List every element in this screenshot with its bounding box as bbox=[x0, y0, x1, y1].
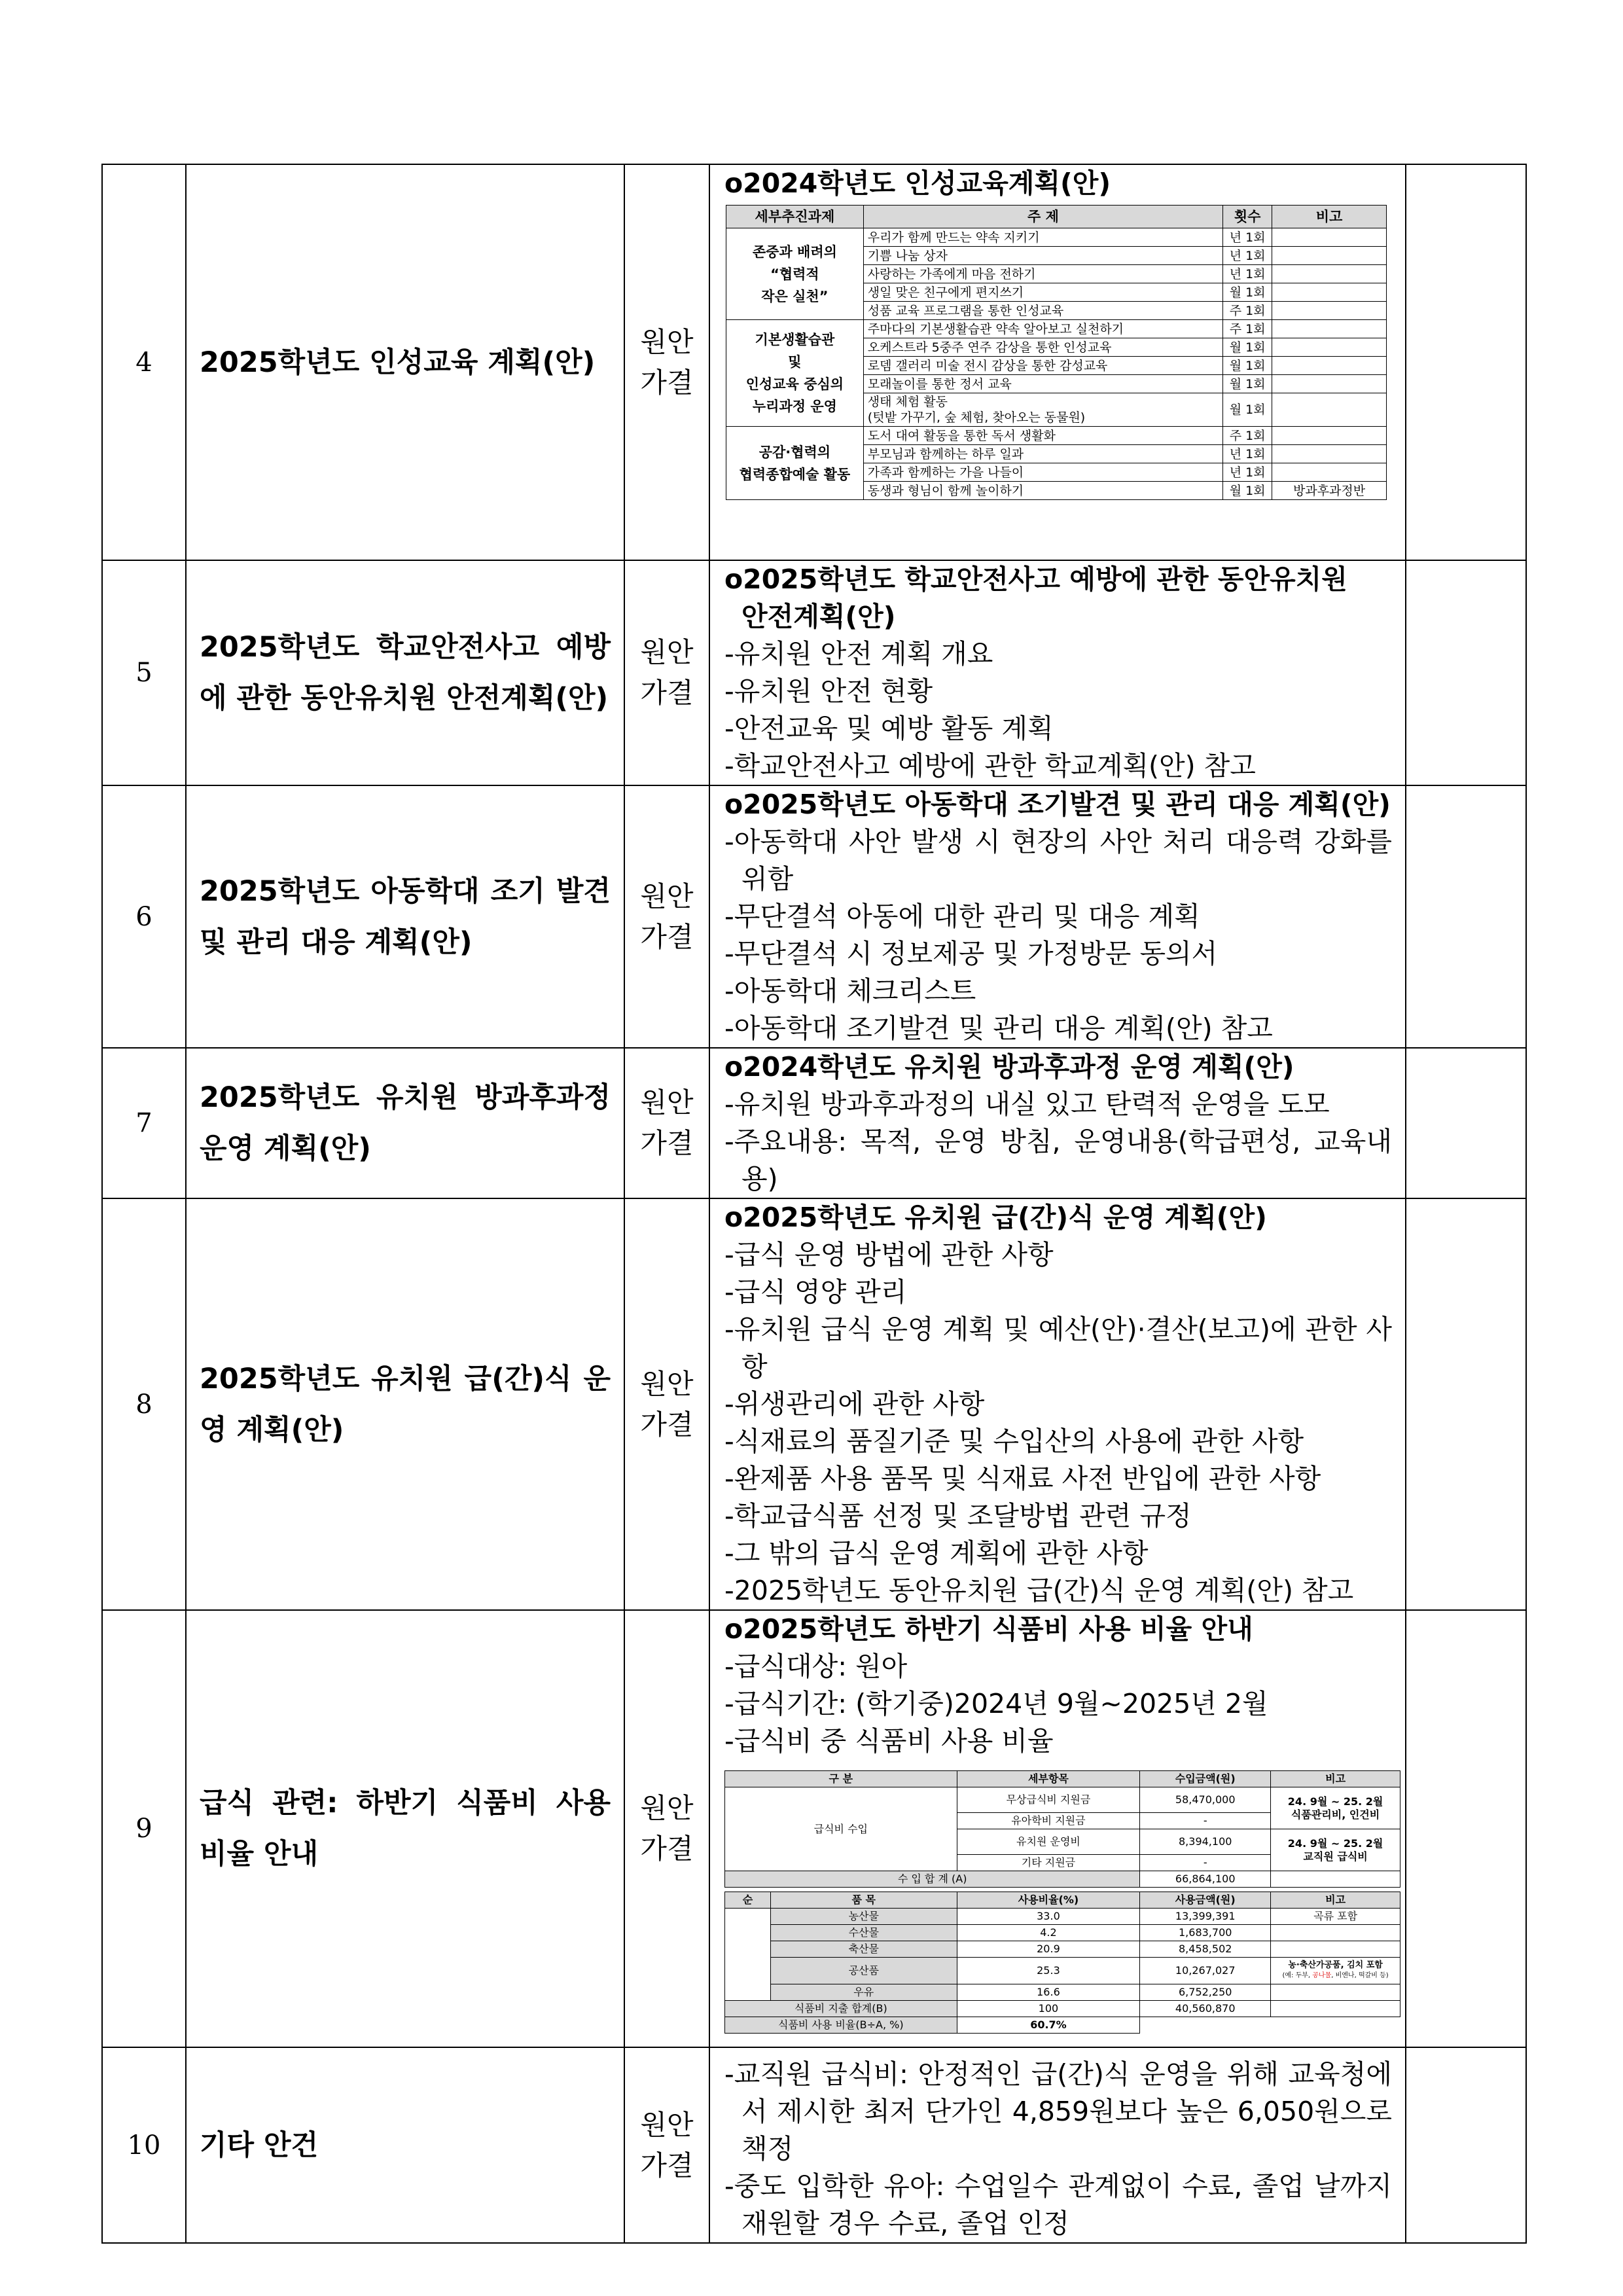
count-cell: 년 1회 bbox=[1223, 463, 1272, 482]
decision-status: 원안 가결 bbox=[624, 2047, 709, 2243]
header-cell: 비고 bbox=[1271, 1892, 1400, 1909]
agenda-title: 2025학년도 유치원 방과후과정 운영 계획(안) bbox=[186, 1048, 624, 1198]
row-number: 10 bbox=[102, 2047, 186, 2243]
agenda-title: 2025학년도 아동학대 조기 발견 및 관리 대응 계획(안) bbox=[186, 785, 624, 1048]
list-item: -유치원 급식 운영 계획 및 예산(안)·결산(보고)에 관한 사항 bbox=[724, 1314, 1392, 1382]
topic-cell: 생일 맞은 친구에게 편지쓰기 bbox=[863, 283, 1222, 302]
expense-item: 공산품 bbox=[770, 1958, 957, 1984]
list-item: -중도 입학한 유아: 수업일수 관계없이 수료, 졸업 날까지 재원할 경우 수료, 졸업 인정 bbox=[724, 2170, 1392, 2239]
list-item: -급식 운영 방법에 관한 사항 bbox=[724, 1239, 1054, 1270]
header-cell: 수입금액(원) bbox=[1140, 1771, 1271, 1787]
row-number: 6 bbox=[102, 785, 186, 1048]
agenda-title: 2025학년도 유치원 급(간)식 운영 계획(안) bbox=[186, 1198, 624, 1610]
note-cell bbox=[1272, 357, 1387, 375]
note-cell: 방과후과정반 bbox=[1272, 482, 1387, 500]
list-item: -무단결석 시 정보제공 및 가정방문 동의서 bbox=[724, 938, 1218, 969]
agenda-row-6 bbox=[102, 785, 1526, 1048]
header-cell: 세부추진과제 bbox=[726, 206, 864, 228]
decision-status: 원안 가결 bbox=[624, 1610, 709, 2047]
note-cell bbox=[1272, 265, 1387, 283]
income-amount: - bbox=[1140, 1813, 1271, 1829]
header-cell: 사용금액(원) bbox=[1140, 1892, 1271, 1909]
category-cell: 존중과 배려의 “협력적 작은 실천” bbox=[726, 228, 864, 320]
topic-cell: 성품 교육 프로그램을 통한 인성교육 bbox=[863, 302, 1222, 320]
agenda-row-4 bbox=[102, 164, 1526, 560]
expense-note bbox=[1271, 1941, 1400, 1958]
income-category: 급식비 수입 bbox=[725, 1787, 957, 1871]
content-heading-cont: 안전계획(안) bbox=[741, 601, 896, 632]
count-cell: 월 1회 bbox=[1223, 375, 1272, 393]
header-cell: 세부항목 bbox=[957, 1771, 1140, 1787]
expense-ratio: 4.2 bbox=[957, 1925, 1140, 1941]
category-cell: 공감·협력의 협력종합예술 활동 bbox=[726, 427, 864, 500]
agenda-title: 급식 관련: 하반기 식품비 사용 비율 안내 bbox=[186, 1610, 624, 2047]
category-cell: 기본생활습관 및 인성교육 중심의 누리과정 운영 bbox=[726, 320, 864, 427]
decision-status: 원안 가결 bbox=[624, 1198, 709, 1610]
empty-cell bbox=[1271, 1871, 1400, 1888]
count-cell: 년 1회 bbox=[1223, 265, 1272, 283]
expense-total-label: 식품비 지출 합계(B) bbox=[725, 2001, 957, 2017]
count-cell: 주 1회 bbox=[1223, 302, 1272, 320]
topic-cell: 기쁨 나눔 상자 bbox=[863, 247, 1222, 265]
list-item: -급식대상: 원아 bbox=[724, 1651, 908, 1682]
agenda-row-5 bbox=[102, 560, 1526, 785]
row-number: 4 bbox=[102, 164, 186, 560]
ratio-value: 60.7% bbox=[957, 2017, 1140, 2034]
decision-status: 원안 가결 bbox=[624, 785, 709, 1048]
row-number: 5 bbox=[102, 560, 186, 785]
agenda-row-8 bbox=[102, 1198, 1526, 1610]
empty-cell bbox=[1406, 1048, 1526, 1198]
agenda-row-9 bbox=[102, 1610, 1526, 2047]
decision-status: 원안 가결 bbox=[624, 560, 709, 785]
income-item: 기타 지원금 bbox=[957, 1855, 1140, 1871]
expense-amount: 1,683,700 bbox=[1140, 1925, 1271, 1941]
list-item: -위생관리에 관한 사항 bbox=[724, 1388, 985, 1420]
expense-note: 농·축산가공품, 김치 포함 (예: 두부, 공나물, 비엔나, 떡갈비 등) bbox=[1271, 1958, 1400, 1984]
count-cell: 년 1회 bbox=[1223, 247, 1272, 265]
note-cell bbox=[1272, 393, 1387, 427]
header-cell: 주 제 bbox=[863, 206, 1222, 228]
character-education-table bbox=[726, 205, 1387, 500]
agenda-title: 기타 안건 bbox=[186, 2047, 624, 2243]
note-cell bbox=[1272, 375, 1387, 393]
header-cell: 순 bbox=[725, 1892, 771, 1909]
list-item: -급식기간: (학기중)2024년 9월~2025년 2월 bbox=[724, 1688, 1268, 1719]
income-item: 유치원 운영비 bbox=[957, 1829, 1140, 1855]
expense-total-ratio: 100 bbox=[957, 2001, 1140, 2017]
empty-cell bbox=[1406, 164, 1526, 560]
expense-amount: 10,267,027 bbox=[1140, 1958, 1271, 1984]
food-cost-table bbox=[724, 1770, 1400, 2034]
expense-amount: 6,752,250 bbox=[1140, 1984, 1271, 2001]
expense-ratio: 16.6 bbox=[957, 1984, 1140, 2001]
income-note: 24. 9월 ~ 25. 2월 교직원 급식비 bbox=[1271, 1829, 1400, 1871]
empty-cell bbox=[1271, 2001, 1400, 2017]
expense-item: 수산물 bbox=[770, 1925, 957, 1941]
agenda-content bbox=[709, 785, 1406, 1048]
income-amount: - bbox=[1140, 1855, 1271, 1871]
content-heading: o2024학년도 인성교육계획(안) bbox=[724, 168, 1111, 199]
list-item: -유치원 안전 현황 bbox=[724, 675, 933, 707]
topic-cell: 도서 대여 활동을 통한 독서 생활화 bbox=[863, 427, 1222, 445]
list-item: -무단결석 아동에 대한 관리 및 대응 계획 bbox=[724, 901, 1200, 932]
expense-item: 우유 bbox=[770, 1984, 957, 2001]
count-cell: 월 1회 bbox=[1223, 357, 1272, 375]
count-cell: 년 1회 bbox=[1223, 228, 1272, 247]
agenda-table bbox=[101, 164, 1527, 2244]
header-cell: 사용비율(%) bbox=[957, 1892, 1140, 1909]
expense-total-amount: 40,560,870 bbox=[1140, 2001, 1271, 2017]
content-heading: o2025학년도 유치원 급(간)식 운영 계획(안) bbox=[724, 1202, 1267, 1233]
list-item: -아동학대 조기발견 및 관리 대응 계획(안) 참고 bbox=[724, 1013, 1273, 1044]
note-cell bbox=[1272, 283, 1387, 302]
agenda-content bbox=[709, 1610, 1406, 2047]
topic-cell: 가족과 함께하는 가을 나들이 bbox=[863, 463, 1222, 482]
topic-cell: 부모님과 함께하는 하루 일과 bbox=[863, 445, 1222, 463]
list-item: -2025학년도 동안유치원 급(간)식 운영 계획(안) 참고 bbox=[724, 1575, 1354, 1606]
income-item: 무상급식비 지원금 bbox=[957, 1787, 1140, 1813]
separator bbox=[725, 1888, 1400, 1892]
count-cell: 월 1회 bbox=[1223, 338, 1272, 357]
header-cell: 구 분 bbox=[725, 1771, 957, 1787]
list-item: -학교급식품 선정 및 조달방법 관련 규정 bbox=[724, 1500, 1192, 1532]
agenda-content bbox=[709, 1198, 1406, 1610]
income-amount: 8,394,100 bbox=[1140, 1829, 1271, 1855]
note-cell bbox=[1272, 338, 1387, 357]
note-cell bbox=[1272, 463, 1387, 482]
income-amount: 58,470,000 bbox=[1140, 1787, 1271, 1813]
count-cell: 월 1회 bbox=[1223, 283, 1272, 302]
index-cell bbox=[725, 1909, 771, 2001]
count-cell: 월 1회 bbox=[1223, 482, 1272, 500]
expense-amount: 8,458,502 bbox=[1140, 1941, 1271, 1958]
list-item: -교직원 급식비: 안정적인 급(간)식 운영을 위해 교육청에서 제시한 최저 단가인 4,859원보다 높은 6,050원으로 책정 bbox=[724, 2058, 1392, 2164]
header-cell: 품 목 bbox=[770, 1892, 957, 1909]
agenda-content bbox=[709, 1048, 1406, 1198]
row-number: 8 bbox=[102, 1198, 186, 1610]
topic-cell: 모래놀이를 통한 정서 교육 bbox=[863, 375, 1222, 393]
empty-cell bbox=[1406, 1610, 1526, 2047]
decision-status: 원안 가결 bbox=[624, 164, 709, 560]
empty-cell bbox=[1406, 2047, 1526, 2243]
topic-cell: 로뎀 갤러리 미술 전시 감상을 통한 감성교육 bbox=[863, 357, 1222, 375]
empty-cell bbox=[1406, 560, 1526, 785]
expense-note: 곡류 포함 bbox=[1271, 1909, 1400, 1925]
ratio-label: 식품비 사용 비율(B÷A, %) bbox=[725, 2017, 957, 2034]
expense-amount: 13,399,391 bbox=[1140, 1909, 1271, 1925]
row-number: 9 bbox=[102, 1610, 186, 2047]
list-item: -주요내용: 목적, 운영 방침, 운영내용(학급편성, 교육내용) bbox=[724, 1126, 1392, 1194]
note-cell bbox=[1272, 302, 1387, 320]
income-total-label: 수 입 합 계 (A) bbox=[725, 1871, 1140, 1888]
list-item: -안전교육 및 예방 활동 계획 bbox=[724, 713, 1054, 744]
note-cell bbox=[1272, 228, 1387, 247]
expense-note bbox=[1271, 1984, 1400, 2001]
income-item: 유아학비 지원금 bbox=[957, 1813, 1140, 1829]
content-heading: o2024학년도 유치원 방과후과정 운영 계획(안) bbox=[724, 1051, 1294, 1083]
list-item: -학교안전사고 예방에 관한 학교계획(안) 참고 bbox=[724, 750, 1256, 781]
note-cell bbox=[1272, 445, 1387, 463]
income-total: 66,864,100 bbox=[1140, 1871, 1271, 1888]
count-cell: 주 1회 bbox=[1223, 427, 1272, 445]
agenda-title: 2025학년도 학교안전사고 예방에 관한 동안유치원 안전계획(안) bbox=[186, 560, 624, 785]
header-cell: 횟수 bbox=[1223, 206, 1272, 228]
list-item: -식재료의 품질기준 및 수입산의 사용에 관한 사항 bbox=[724, 1426, 1304, 1457]
count-cell: 주 1회 bbox=[1223, 320, 1272, 338]
agenda-row-7 bbox=[102, 1048, 1526, 1198]
content-heading: o2025학년도 학교안전사고 예방에 관한 동안유치원 bbox=[724, 564, 1347, 595]
list-item: -급식비 중 식품비 사용 비율 bbox=[724, 1725, 1054, 1757]
expense-ratio: 20.9 bbox=[957, 1941, 1140, 1958]
topic-cell: 동생과 형님이 함께 놀이하기 bbox=[863, 482, 1222, 500]
content-heading: o2025학년도 아동학대 조기발견 및 관리 대응 계획(안) bbox=[724, 789, 1391, 820]
note-cell bbox=[1272, 427, 1387, 445]
list-item: -아동학대 체크리스트 bbox=[724, 975, 976, 1007]
expense-ratio: 33.0 bbox=[957, 1909, 1140, 1925]
agenda-title: 2025학년도 인성교육 계획(안) bbox=[186, 164, 624, 560]
content-heading: o2025학년도 하반기 식품비 사용 비율 안내 bbox=[724, 1613, 1253, 1645]
empty-cell bbox=[1140, 2017, 1400, 2034]
topic-cell: 생태 체험 활동 (텃밭 가꾸기, 숲 체험, 찾아오는 동물원) bbox=[863, 393, 1222, 427]
empty-cell bbox=[1406, 1198, 1526, 1610]
topic-cell: 우리가 함께 만드는 약속 지키기 bbox=[863, 228, 1222, 247]
count-cell: 월 1회 bbox=[1223, 393, 1272, 427]
row-number: 7 bbox=[102, 1048, 186, 1198]
agenda-content bbox=[709, 2047, 1406, 2243]
topic-cell: 오케스트라 5중주 연주 감상을 통한 인성교육 bbox=[863, 338, 1222, 357]
header-cell: 비고 bbox=[1272, 206, 1387, 228]
income-note: 24. 9월 ~ 25. 2월 식품관리비, 인건비 bbox=[1271, 1787, 1400, 1829]
topic-cell: 사랑하는 가족에게 마음 전하기 bbox=[863, 265, 1222, 283]
expense-item: 축산물 bbox=[770, 1941, 957, 1958]
list-item: -완제품 사용 품목 및 식재료 사전 반입에 관한 사항 bbox=[724, 1463, 1321, 1494]
list-item: -급식 영양 관리 bbox=[724, 1276, 907, 1308]
decision-status: 원안 가결 bbox=[624, 1048, 709, 1198]
list-item: -유치원 안전 계획 개요 bbox=[724, 638, 993, 670]
empty-cell bbox=[1406, 785, 1526, 1048]
note-cell bbox=[1272, 247, 1387, 265]
agenda-row-10 bbox=[102, 2047, 1526, 2243]
agenda-content bbox=[709, 560, 1406, 785]
expense-note bbox=[1271, 1925, 1400, 1941]
list-item: -그 밖의 급식 운영 계획에 관한 사항 bbox=[724, 1537, 1149, 1569]
note-cell bbox=[1272, 320, 1387, 338]
topic-cell: 주마다의 기본생활습관 약속 알아보고 실천하기 bbox=[863, 320, 1222, 338]
expense-ratio: 25.3 bbox=[957, 1958, 1140, 1984]
list-item: -아동학대 사안 발생 시 현장의 사안 처리 대응력 강화를 위함 bbox=[724, 826, 1392, 895]
header-cell: 비고 bbox=[1271, 1771, 1400, 1787]
list-item: -유치원 방과후과정의 내실 있고 탄력적 운영을 도모 bbox=[724, 1088, 1330, 1120]
expense-item: 농산물 bbox=[770, 1909, 957, 1925]
count-cell: 년 1회 bbox=[1223, 445, 1272, 463]
agenda-content bbox=[709, 164, 1406, 560]
